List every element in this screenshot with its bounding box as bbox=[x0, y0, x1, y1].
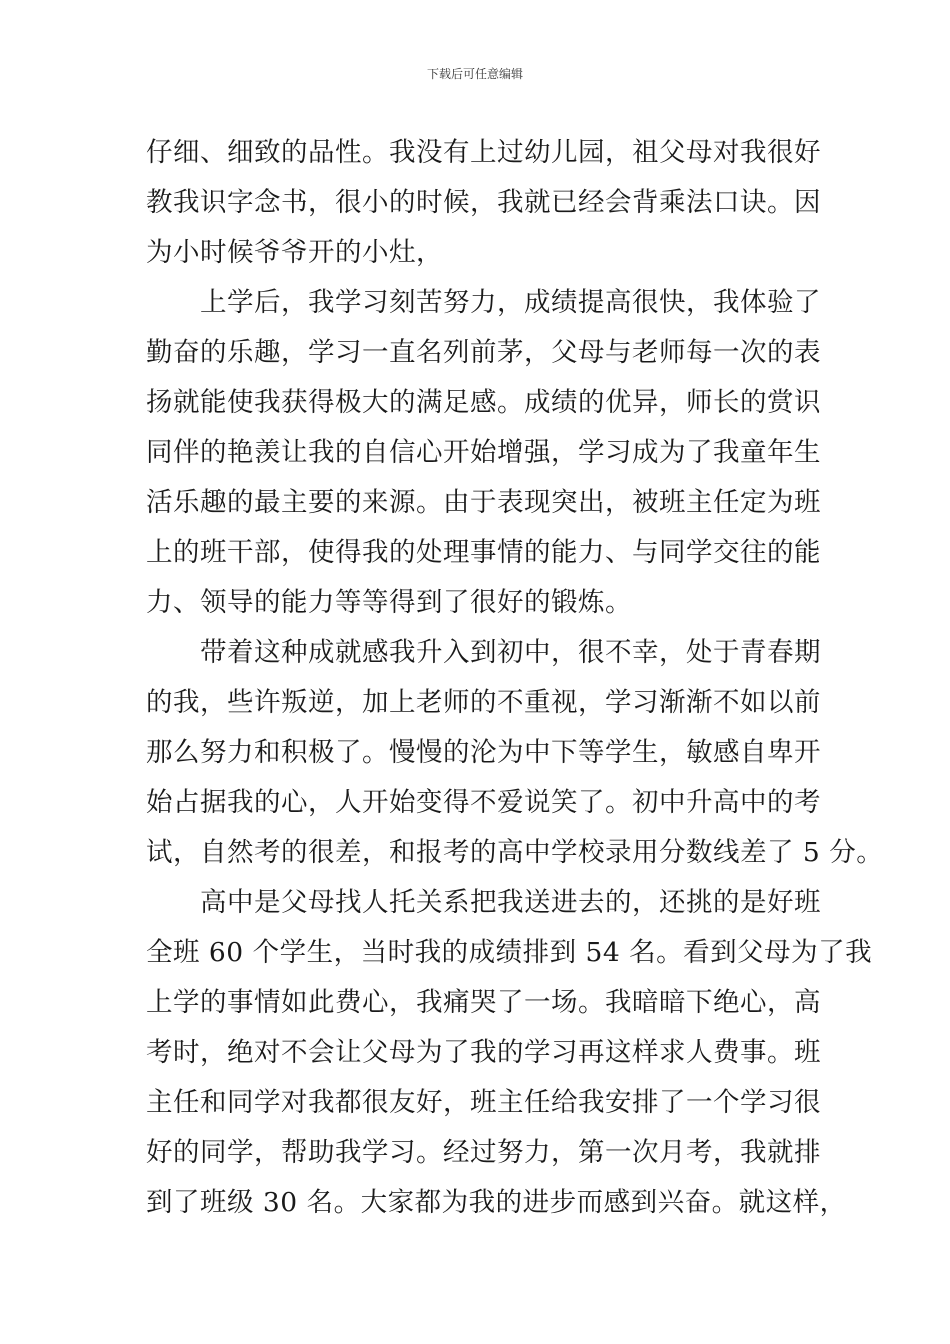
text-line: 全班 60 个学生，当时我的成绩排到 54 名。看到父母为了我 bbox=[146, 937, 873, 968]
text-line: 带着这种成就感我升入到初中，很不幸，处于青春期 bbox=[146, 637, 821, 668]
text-line: 力、领导的能力等等得到了很好的锻炼。 bbox=[146, 587, 632, 618]
text-line: 好的同学，帮助我学习。经过努力，第一次月考，我就排 bbox=[146, 1137, 821, 1168]
text-line: 的我，些许叛逆，加上老师的不重视，学习渐渐不如以前 bbox=[146, 687, 821, 718]
text-line: 同伴的艳羡让我的自信心开始增强，学习成为了我童年生 bbox=[146, 437, 821, 468]
text-line: 扬就能使我获得极大的满足感。成绩的优异，师长的赏识 bbox=[146, 387, 821, 418]
text-line: 勤奋的乐趣，学习一直名列前茅，父母与老师每一次的表 bbox=[146, 337, 821, 368]
text-line: 上的班干部，使得我的处理事情的能力、与同学交往的能 bbox=[146, 537, 821, 568]
text-line: 上学后，我学习刻苦努力，成绩提高很快，我体验了 bbox=[146, 287, 821, 318]
page-header: 下载后可任意编辑 bbox=[426, 67, 523, 81]
text-line: 始占据我的心，人开始变得不爱说笑了。初中升高中的考 bbox=[146, 787, 821, 818]
text-line: 活乐趣的最主要的来源。由于表现突出，被班主任定为班 bbox=[146, 487, 821, 518]
text-line: 那么努力和积极了。慢慢的沦为中下等学生，敏感自卑开 bbox=[146, 737, 821, 768]
document-body bbox=[146, 128, 884, 1228]
text-line: 高中是父母找人托关系把我送进去的，还挑的是好班 bbox=[146, 887, 821, 918]
text-line: 教我识字念书，很小的时候，我就已经会背乘法口诀。因 bbox=[146, 187, 821, 218]
text-line: 主任和同学对我都很友好，班主任给我安排了一个学习很 bbox=[146, 1087, 821, 1118]
text-line: 考时，绝对不会让父母为了我的学习再这样求人费事。班 bbox=[146, 1037, 821, 1068]
text-line: 试，自然考的很差，和报考的高中学校录用分数线差了 5 分。 bbox=[146, 837, 884, 868]
text-line: 仔细、细致的品性。我没有上过幼儿园，祖父母对我很好 bbox=[146, 137, 821, 168]
text-line: 到了班级 30 名。大家都为我的进步而感到兴奋。就这样， bbox=[146, 1187, 847, 1218]
text-line: 上学的事情如此费心，我痛哭了一场。我暗暗下绝心，高 bbox=[146, 987, 821, 1018]
text-line: 为小时候爷爷开的小灶， bbox=[146, 237, 443, 268]
